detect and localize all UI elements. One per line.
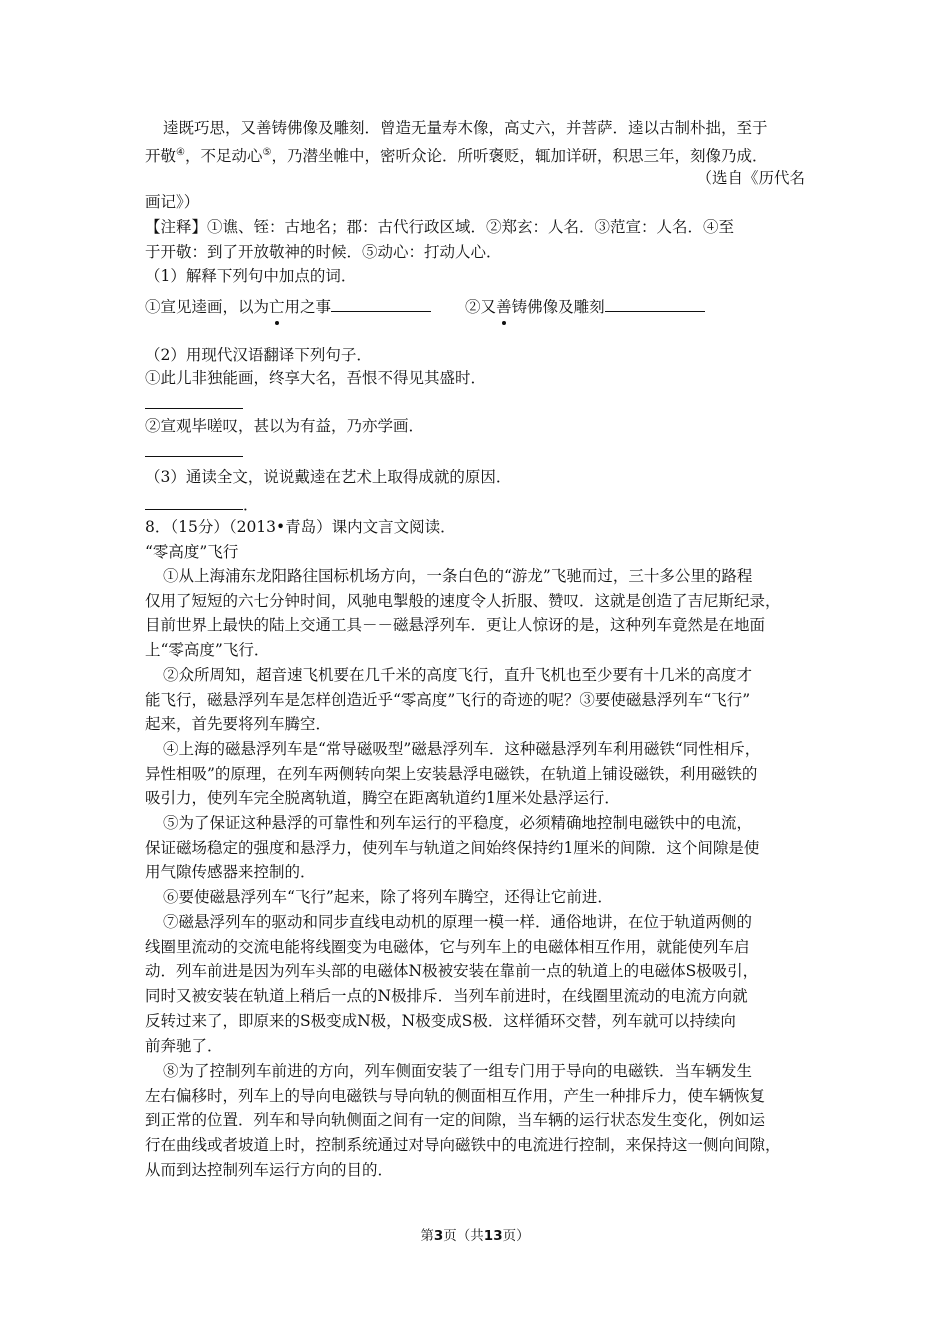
- article-line: 前奔驰了．: [145, 1036, 223, 1055]
- article-line: ⑧为了控制列车前进的方向，列车侧面安装了一组专门用于导向的电磁铁．当车辆发生: [163, 1062, 753, 1080]
- article-line: ②众所周知，超音速飞机要在几千米的高度飞行，直升飞机也至少要有十几米的高度才: [163, 666, 753, 684]
- article-line: 目前世界上最快的陆上交通工具－－磁悬浮列车．更让人惊讶的是，这种列车竟然是在地面: [145, 616, 766, 635]
- article-line: 能飞行，磁悬浮列车是怎样创造近乎“零高度”飞行的奇迹的呢？③要使磁悬浮列车“飞行”: [145, 690, 751, 709]
- article-line: 起来，首先要将列车腾空．: [145, 715, 332, 734]
- emphasized-char: 善: [496, 298, 512, 316]
- article-line: 异性相吸”的原理，在列车两侧转向架上安装悬浮电磁铁，在轨道上铺设磁铁，利用磁铁的: [145, 764, 758, 783]
- article-line: ⑦磁悬浮列车的驱动和同步直线电动机的原理一模一样．通俗地讲，在位于轨道两侧的: [163, 913, 753, 931]
- question-1-items: ①宣见逵画，以为亡用之事 ②又善铸佛像及雕刻: [145, 295, 805, 317]
- article-line: 行在曲线或者坡道上时，控制系统通过对导向磁铁中的电流进行控制，来保持这一侧向间隙，: [145, 1136, 781, 1155]
- question-2-title: （2）用现代汉语翻译下列句子．: [145, 346, 372, 364]
- passage-source: （选自《历代名: [696, 169, 805, 187]
- article-line: ①从上海浦东龙阳路往国标机场方向，一条白色的“游龙”飞驰而过，三十多公里的路程: [163, 567, 753, 585]
- article-title: “零高度”飞行: [145, 543, 239, 561]
- article-line: 动．列车前进是因为列车头部的电磁体N极被安装在靠前一点的轨道上的电磁体S极吸引，: [145, 962, 759, 981]
- question-1-title: （1）解释下列句中加点的词．: [145, 267, 357, 285]
- article-line: 左右偏移时，列车上的导向电磁铁与导向轨的侧面相互作用，产生一种排斥力，使车辆恢复: [145, 1086, 766, 1105]
- question-3-title: （3）通读全文，说说戴逵在艺术上取得成就的原因．: [145, 468, 512, 486]
- article-line: 保证磁场稳定的强度和悬浮力，使列车与轨道之间始终保持约1厘米的间隙．这个间隙是使: [145, 838, 760, 857]
- article-line: ⑤为了保证这种悬浮的可靠性和列车运行的平稳度，必须精确地控制电磁铁中的电流，: [163, 814, 753, 832]
- article-line: 仅用了短短的六七分钟时间，风驰电掣般的速度令人折服、赞叹．这就是创造了吉尼斯纪录，: [145, 591, 781, 610]
- answer-line[interactable]: ．: [145, 493, 805, 515]
- passage-line: 逵既巧思，又善铸佛像及雕刻．曾造无量寿木像，高丈六，并菩萨．逵以古制朴拙，至于: [163, 119, 768, 137]
- article-line: 用气隙传感器来控制的．: [145, 863, 316, 882]
- passage-line: 开敬④，不足动心⑤，乃潜坐帷中，密听众论．所听褒贬，辄加详研，积思三年，刻像乃成．: [145, 147, 768, 166]
- article-line: ⑥要使磁悬浮列车“飞行”起来，除了将列车腾空，还得让它前进．: [163, 888, 613, 906]
- question-2-item: ①此儿非独能画，终享大名，吾恨不得见其盛时．: [145, 369, 487, 387]
- answer-blank[interactable]: [605, 295, 705, 312]
- question-8-header: 8．（15分）（2013•青岛）课内文言文阅读．: [145, 518, 456, 536]
- passage-source-cont: 画记》）: [145, 193, 200, 211]
- question-2-item: ②宣观毕嗟叹，甚以为有益，乃亦学画．: [145, 417, 425, 435]
- page-footer: 第3页（共13页）: [420, 1228, 530, 1244]
- article-line: 线圈里流动的交流电能将线圈变为电磁体，它与列车上的电磁体相互作用，就能使列车启: [145, 937, 750, 956]
- article-line: ④上海的磁悬浮列车是“常导磁吸型”磁悬浮列车．这种磁悬浮列车利用磁铁“同性相斥，: [163, 740, 761, 758]
- article-line: 上“零高度”飞行．: [145, 641, 270, 660]
- article-line: 反转过来了，即原来的S极变成N极，N极变成S极．这样循环交替，列车就可以持续向: [145, 1011, 736, 1030]
- article-line: 吸引力，使列车完全脱离轨道，腾空在距离轨道约1厘米处悬浮运行．: [145, 789, 620, 808]
- answer-line[interactable]: [145, 392, 805, 414]
- notes-line: 于开敬：到了开放敬神的时候．⑤动心：打动人心．: [145, 243, 502, 261]
- article-line: 从而到达控制列车运行方向的目的．: [145, 1160, 394, 1179]
- article-line: 同时又被安装在轨道上稍后一点的N极排斥．当列车前进时，在线圈里流动的电流方向就: [145, 987, 748, 1006]
- notes-line: 【注释】①谯、铚：古地名；郡：古代行政区域．②郑玄：人名．③范宣：人名．④至: [145, 218, 735, 236]
- answer-line[interactable]: [145, 440, 805, 462]
- answer-blank[interactable]: [331, 295, 431, 312]
- emphasized-char: 亡: [269, 298, 285, 316]
- article-line: 到正常的位置．列车和导向轨侧面之间有一定的间隙，当车辆的运行状态发生变化，例如运: [145, 1111, 766, 1130]
